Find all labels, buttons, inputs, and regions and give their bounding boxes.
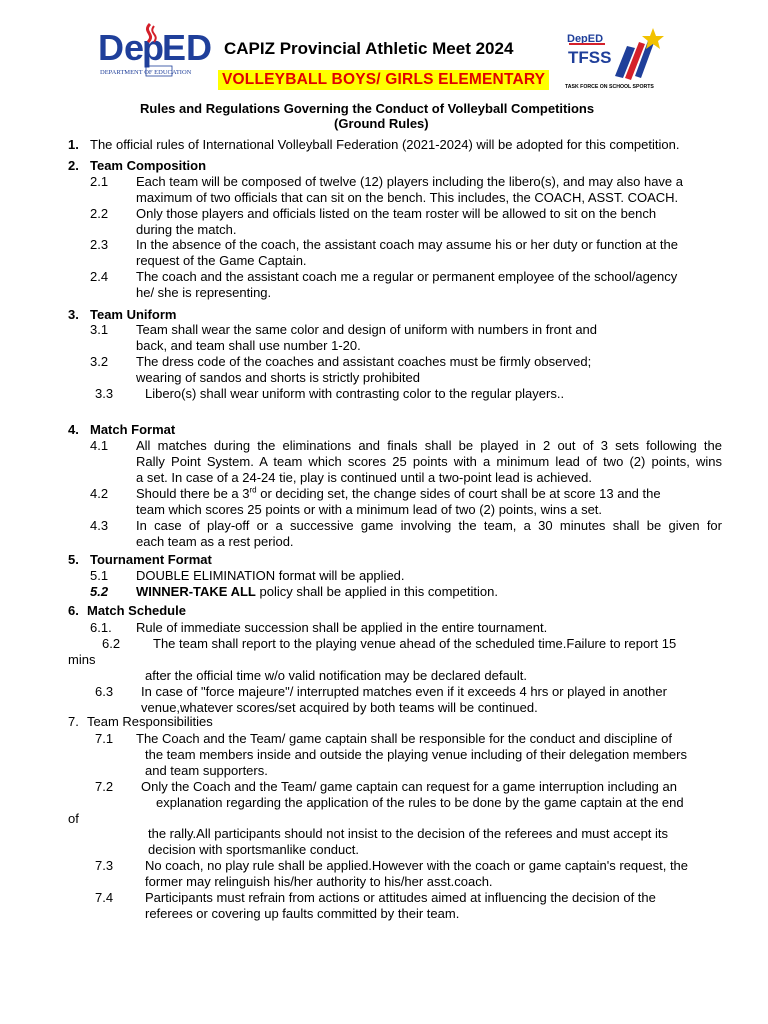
item-text: decision with sportsmanlike conduct. [148,842,359,857]
item-text: during the match. [136,222,237,237]
item-text: The Coach and the Team/ game captain shall be responsible for the conduct and discipline of [136,731,672,746]
svg-text:TASK FORCE ON SCHOOL SPORTS: TASK FORCE ON SCHOOL SPORTS [565,84,654,90]
item-number: 7.4 [95,890,114,905]
sport-banner: VOLLEYBALL BOYS/ GIRLS ELEMENTARY [218,70,549,90]
item-number: 4.3 [90,518,109,533]
doc-subheading: (Ground Rules) [334,116,429,131]
item-text: each team as a rest period. [136,534,294,549]
item-text: Rally Point System. A team which scores 25 points with a minimum lead of two (2) points, wins [136,454,722,469]
item-number: 3.3 [95,386,114,401]
item-text: team which scores 25 points or with a minimum lead of two (2) points, wins a set. [136,502,603,517]
item-text: the team members inside and outside the playing venue including of their delegation members [145,747,687,762]
item-text: request of the Game Captain. [136,253,307,268]
item-number: 4.2 [90,486,109,501]
item-number: 2.4 [90,269,109,284]
item-text: Rule of immediate succession shall be applied in the entire tournament. [136,620,548,635]
item-number: 2.1 [90,174,109,189]
section-number: 5. [68,552,79,567]
item-number: 7.3 [95,858,114,873]
item-text: former may relinguish his/her authority to his/her asst.coach. [145,874,493,889]
item-text: after the official time w/o valid notification may be declared default. [145,668,528,683]
item-number: 6.1. [90,620,112,635]
item-text: DOUBLE ELIMINATION format will be applied. [136,568,405,583]
item-text: The dress code of the coaches and assistant coaches must be firmly observed; [136,354,592,369]
item-number: 6.3 [95,684,114,699]
item-text: Should there be a 3rd or deciding set, the change sides of court shall be at score 13 and the [136,485,661,501]
item-number: 7.1 [95,731,114,746]
item-text: No coach, no play rule shall be applied.However with the coach or game captain's request, the [145,858,689,873]
section-number: 2. [68,158,79,173]
section-title: Team Responsibilities [87,714,213,729]
section-title: Match Format [90,422,176,437]
section-number: 7. [68,714,79,729]
item-text: Each team will be composed of twelve (12) players including the libero(s), and may also have a [136,174,683,189]
svg-text:DepED: DepED [567,33,604,45]
item-text: of [68,811,79,826]
section-number: 1. [68,137,79,152]
section-text: The official rules of International Volleyball Federation (2021-2024) will be adopted for this competition. [90,137,680,152]
item-text: Only those players and officials listed on the team roster will be allowed to sit on the bench [136,206,657,221]
item-text: a set. In case of a 24-24 tie, play is continued until a two-point lead is achieved. [136,470,592,485]
svg-text:TFSS: TFSS [568,48,612,67]
section-title: Team Uniform [90,307,177,322]
item-number: 7.2 [95,779,114,794]
section-number: 4. [68,422,79,437]
item-text: he/ she is representing. [136,285,272,300]
item-number: 2.2 [90,206,109,221]
item-text: Only the Coach and the Team/ game captain can request for a game interruption including an [141,779,677,794]
section-title: Tournament Format [90,552,212,567]
item-text: wearing of sandos and shorts is strictly prohibited [136,370,420,385]
item-text: venue,whatever scores/set acquired by both teams will be continued. [141,700,538,715]
svg-text:p: p [142,27,164,68]
item-number: 6.2 [102,636,121,651]
section-title: Team Composition [90,158,207,173]
item-text: maximum of two officials that can sit on the bench. This includes, the COACH, ASST. COACH. [136,190,679,205]
section-number: 6. [68,603,79,618]
item-number: 5.1 [90,568,109,583]
section-title: Match Schedule [87,603,186,618]
item-text: All matches during the eliminations and finals shall be played in 2 out of 3 sets following the [136,438,722,453]
item-number: 3.2 [90,354,109,369]
item-text: WINNER-TAKE ALL policy shall be applied in this competition. [136,584,498,599]
item-text: back, and team shall use number 1-20. [136,338,361,353]
item-number: 3.1 [90,322,109,337]
item-text: and team supporters. [145,763,268,778]
item-number: 5.2 [90,584,109,599]
item-text: The coach and the assistant coach me a regular or permanent employee of the school/agency [136,269,678,284]
item-text: Libero(s) shall wear uniform with contrasting color to the regular players.. [145,386,565,401]
page-title: CAPIZ Provincial Athletic Meet 2024 [224,39,514,58]
svg-text:De: De [98,27,145,68]
item-text: In the absence of the coach, the assistant coach may assume his or her duty or function at the [136,237,678,252]
item-number: 2.3 [90,237,109,252]
item-text: explanation regarding the application of the rules to be done by the game captain at the end [156,795,684,810]
item-text: mins [68,652,96,667]
item-text: Participants must refrain from actions or attitudes aimed at influencing the decision of the [145,890,656,905]
item-text: the rally.All participants should not insist to the decision of the referees and must accept its [148,826,669,841]
svg-text:DEPARTMENT OF EDUCATION: DEPARTMENT OF EDUCATION [100,69,192,76]
item-text: The team shall report to the playing venue ahead of the scheduled time.Failure to report 15 [153,636,677,651]
item-text: referees or covering up faults committed by their team. [145,906,460,921]
item-text: Team shall wear the same color and design of uniform with numbers in front and [136,322,598,337]
item-text: In case of play-off or a successive game involving the team, a 30 minutes shall be given for [136,518,722,533]
section-number: 3. [68,307,79,322]
doc-heading: Rules and Regulations Governing the Conduct of Volleyball Competitions [140,101,595,116]
item-number: 4.1 [90,438,109,453]
tfss-logo [565,26,665,90]
item-text: In case of "force majeure"/ interrupted matches even if it exceeds 4 hrs or played in another [141,684,667,699]
svg-text:ED: ED [162,27,213,68]
deped-logo [98,22,218,78]
